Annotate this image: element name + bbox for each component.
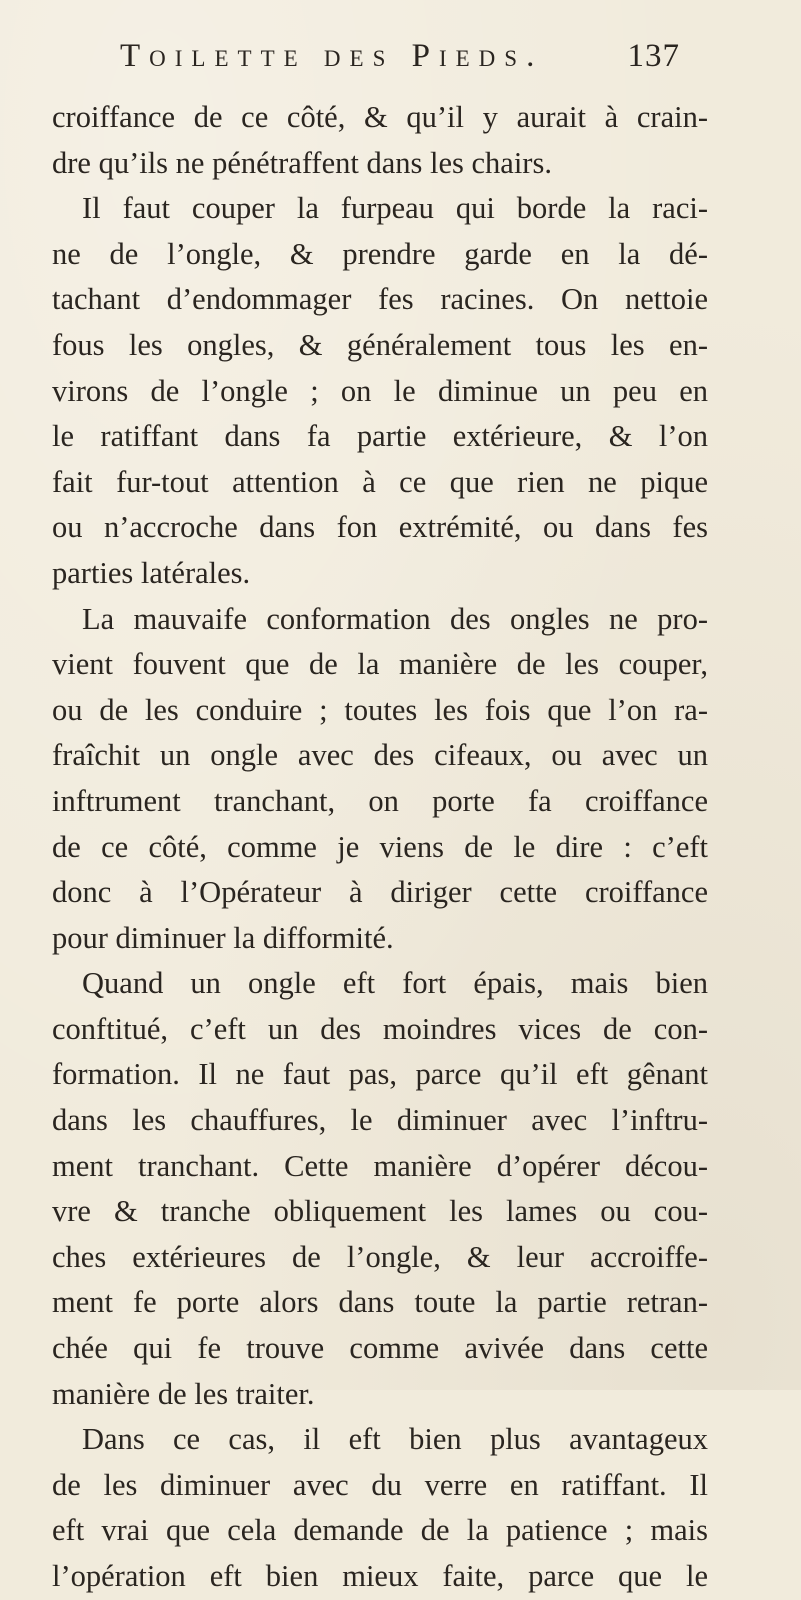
text-line: ne de l’ongle, & prendre garde en la dé- [52,236,708,271]
text-line: La mauvaife conformation des ongles ne pro- [82,601,708,636]
text-line: vient fouvent que de la manière de les couper, [52,647,708,682]
text-line: pour diminuer la difformité. [52,920,394,955]
text-line: vre & tranche obliquement les lames ou cou- [52,1194,708,1229]
text-line: manière de les traiter. [52,1376,315,1411]
text-line: Quand un ongle eft fort épais, mais bien [82,966,708,1001]
text-line: de ce côté, comme je viens de le dire : c’eft [52,829,708,864]
text-line: ment fe porte alors dans toute la partie retran- [52,1285,708,1320]
text-line: formation. Il ne faut pas, parce qu’il eft gênant [52,1057,708,1092]
text-line: ou de les conduire ; toutes les fois que l’on ra- [52,692,708,727]
text-line: dre qu’ils ne pénétraffent dans les chairs. [52,145,552,180]
text-line: le ratiffant dans fa partie extérieure, & l’on [52,419,708,454]
text-line: fous les ongles, & généralement tous les en- [52,327,708,362]
text-line: conftitué, c’eft un des moindres vices de con- [52,1011,708,1046]
text-line: parties latérales. [52,555,251,590]
text-line: fraîchit un ongle avec des cifeaux, ou avec un [52,738,708,773]
text-line: ches extérieures de l’ongle, & leur accroiffe- [52,1239,708,1274]
text-line: l’opération eft bien mieux faite, parce que le [52,1559,708,1593]
text-line: tachant d’endommager fes racines. On nettoie [52,282,708,317]
text-line: fait fur-tout attention à ce que rien ne pique [52,464,708,499]
body-text [52,95,708,1600]
text-line: Dans ce cas, il eft bien plus avantageux [82,1422,708,1457]
text-line: donc à l’Opérateur à diriger cette croiffance [52,875,708,910]
text-line: ou n’accroche dans fon extrémité, ou dans fes [52,510,708,545]
text-line: croiffance de ce côté, & qu’il y aurait à crain- [52,100,708,134]
text-line: dans les chauffures, le diminuer avec l’inftru- [52,1103,708,1138]
page-number: 137 [627,38,680,74]
text-line: de les diminuer avec du verre en ratiffant. Il [52,1467,708,1502]
text-line: inftrument tranchant, on porte fa croiffance [52,783,708,818]
running-head [120,38,680,88]
text-line: virons de l’ongle ; on le diminue un peu en [52,373,708,408]
text-line: eft vrai que cela demande de la patience ; mais [52,1513,708,1548]
text-line: chée qui fe trouve comme avivée dans cette [52,1331,708,1366]
text-line: Il faut couper la furpeau qui borde la raci- [82,191,708,226]
running-title: Toilette des Pieds. [120,38,544,74]
text-line: ment tranchant. Cette manière d’opérer décou- [52,1148,708,1183]
